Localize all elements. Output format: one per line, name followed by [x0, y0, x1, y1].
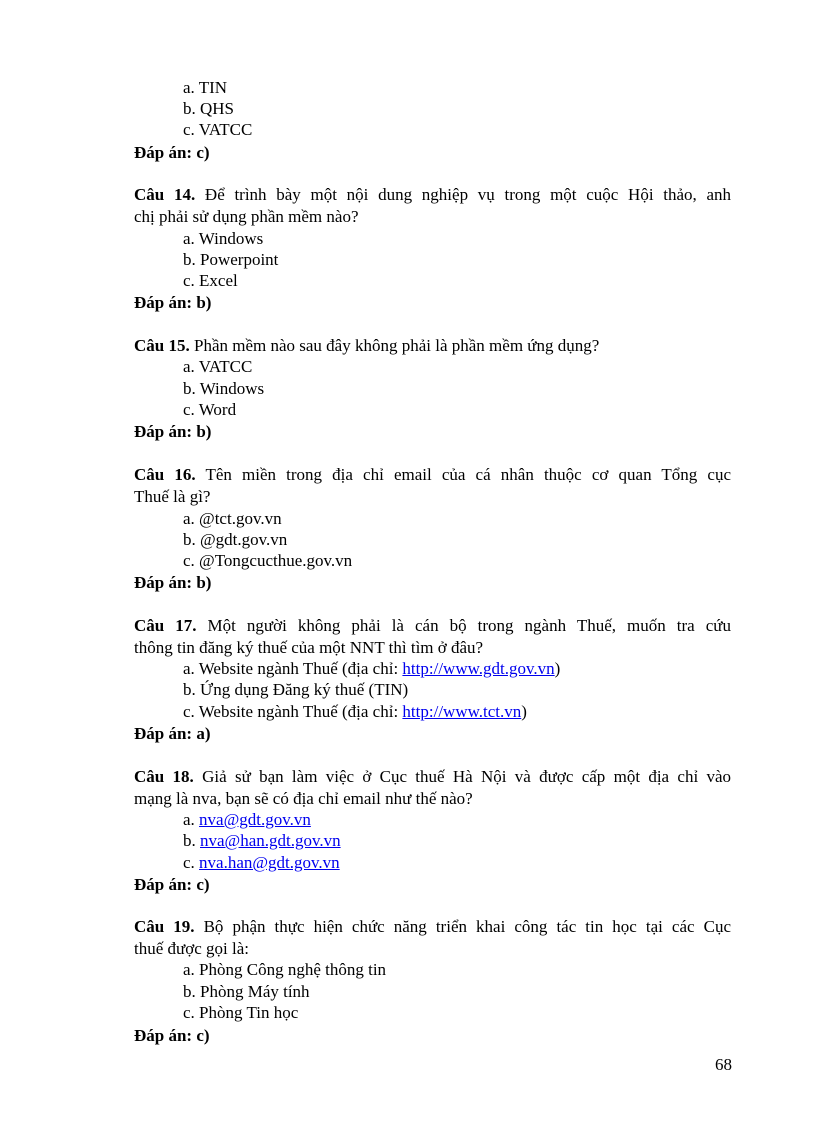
q18-option-b-prefix: b.: [183, 831, 200, 850]
q18-option-b-link[interactable]: nva@han.gdt.gov.vn: [200, 831, 341, 850]
q17-option-a: [183, 658, 560, 679]
q18-text-line2: mạng là nva, bạn sẽ có địa chỉ email như thế nào?: [134, 789, 473, 808]
q15-label: Câu 15.: [134, 336, 190, 355]
q17-option-a-suffix: ): [554, 659, 561, 678]
q16-line1: [134, 464, 731, 485]
q16-option-b: b. @gdt.gov.vn: [183, 530, 288, 549]
q16-text-line1: Tên miền trong địa chỉ email của cá nhân thuộc cơ quan Tổng cục: [205, 465, 731, 484]
prev-option-a: a. TIN: [183, 78, 228, 97]
q19-option-a: a. Phòng Công nghệ thông tin: [183, 960, 387, 979]
q19-line1: [134, 916, 731, 937]
q19-answer: Đáp án: c): [134, 1026, 210, 1045]
q16-option-a: a. @tct.gov.vn: [183, 509, 282, 528]
q18-option-a: [183, 809, 311, 830]
q18-option-b: [183, 830, 341, 851]
q14-option-b: b. Powerpoint: [183, 250, 279, 269]
q14-label: Câu 14.: [134, 185, 196, 204]
q18-option-a-link[interactable]: nva@gdt.gov.vn: [199, 810, 311, 829]
q18-option-a-prefix: a.: [183, 810, 200, 829]
q14-text-line1: Để trình bày một nội dung nghiệp vụ trong một cuộc Hội thảo, anh: [204, 185, 732, 204]
q17-text-line2: thông tin đăng ký thuế của một NNT thì tìm ở đâu?: [134, 638, 484, 657]
q15-text-line1: Phần mềm nào sau đây không phải là phần mềm ứng dụng?: [193, 336, 600, 355]
q14-option-c: c. Excel: [183, 271, 238, 290]
q16-label: Câu 16.: [134, 465, 196, 484]
q18-answer: Đáp án: c): [134, 875, 210, 894]
prev-option-b: b. QHS: [183, 99, 235, 118]
q17-option-a-text: a. Website ngành Thuế (địa chỉ:: [183, 659, 403, 678]
q19-label: Câu 19.: [134, 917, 195, 936]
q15-answer: Đáp án: b): [134, 422, 212, 441]
q17-option-b: b. Ứng dụng Đăng ký thuế (TIN): [183, 680, 409, 699]
q18-line1: [134, 766, 731, 787]
q19-text-line1: Bộ phận thực hiện chức năng triển khai công tác tin học tại các Cục: [203, 917, 731, 936]
prev-answer: Đáp án: c): [134, 143, 210, 162]
q16-answer: Đáp án: b): [134, 573, 212, 592]
q17-label: Câu 17.: [134, 616, 197, 635]
q18-option-c-prefix: c.: [183, 853, 200, 872]
q17-option-c-link[interactable]: http://www.tct.vn: [402, 702, 522, 721]
q17-option-c-text: c. Website ngành Thuế (địa chỉ:: [183, 702, 403, 721]
q17-option-c: [183, 701, 527, 722]
q17-answer: Đáp án: a): [134, 724, 211, 743]
q15-option-c: c. Word: [183, 400, 237, 419]
q18-label: Câu 18.: [134, 767, 194, 786]
q14-answer: Đáp án: b): [134, 293, 212, 312]
q18-text-line1: Giả sử bạn làm việc ở Cục thuế Hà Nội và được cấp một địa chỉ vào: [202, 767, 732, 786]
q17-text-line1: Một người không phải là cán bộ trong ngành Thuế, muốn tra cứu: [207, 616, 732, 635]
q18-option-c-link[interactable]: nva.han@gdt.gov.vn: [199, 853, 340, 872]
q19-text-line2: thuế được gọi là:: [134, 939, 249, 958]
q15-option-a: a. VATCC: [183, 357, 253, 376]
prev-option-c: c. VATCC: [183, 120, 253, 139]
q19-option-b: b. Phòng Máy tính: [183, 982, 310, 1001]
q15-line1: [134, 335, 599, 356]
q14-line1: [134, 184, 731, 205]
q15-option-b: b. Windows: [183, 379, 265, 398]
q18-option-c: [183, 852, 340, 873]
page-number: 68: [715, 1055, 732, 1074]
q17-option-a-link[interactable]: http://www.gdt.gov.vn: [402, 659, 555, 678]
q17-option-c-suffix: ): [521, 702, 527, 721]
q17-line1: [134, 615, 731, 636]
q16-text-line2: Thuế là gì?: [134, 487, 211, 506]
q14-option-a: a. Windows: [183, 229, 264, 248]
q16-option-c: c. @Tongcucthue.gov.vn: [183, 551, 353, 570]
q14-text-line2: chị phải sử dụng phần mềm nào?: [134, 207, 359, 226]
q19-option-c: c. Phòng Tin học: [183, 1003, 299, 1022]
